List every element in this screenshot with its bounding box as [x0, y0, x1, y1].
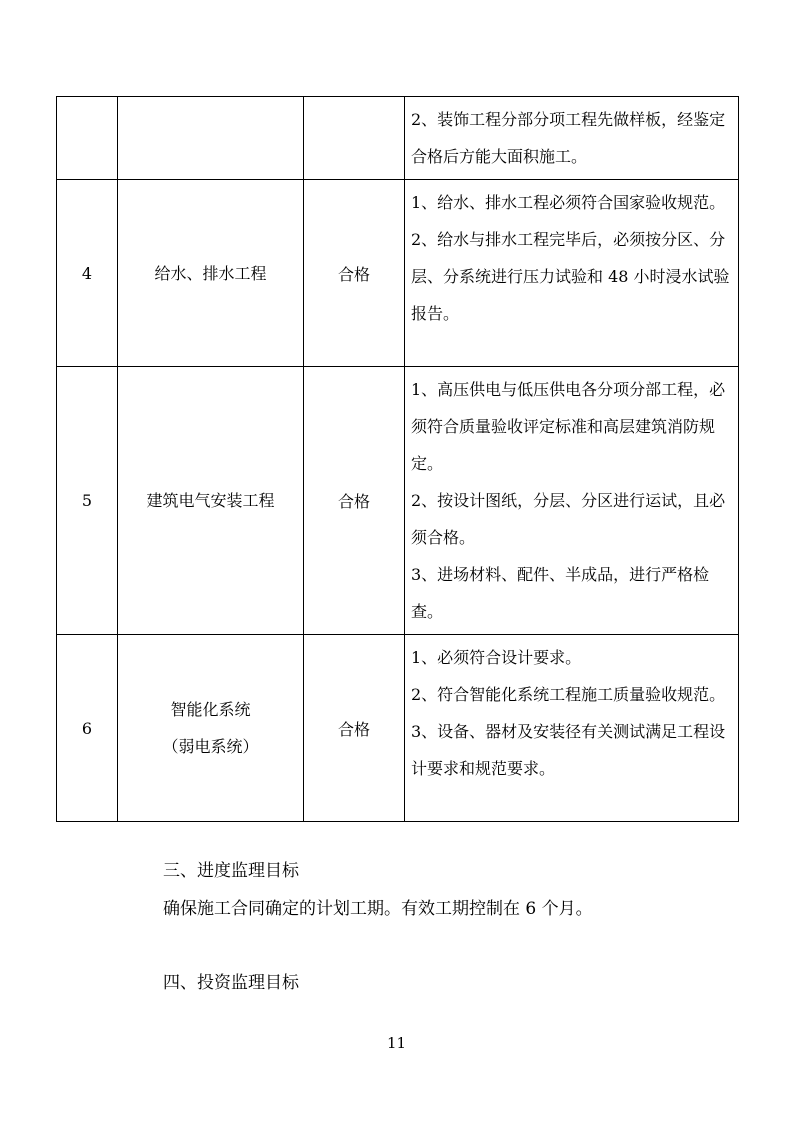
- project-name-line: 建筑电气安装工程: [146, 491, 275, 510]
- requirement-item: 2、按设计图纸，分层、分区进行运试，且必须合格。: [411, 491, 726, 547]
- requirement-item: 1、高压供电与低压供电各分项分部工程，必须符合质量验收评定标准和高层建筑消防规定。: [411, 380, 726, 473]
- project-name: [118, 180, 304, 367]
- project-name-line: （弱电系统）: [162, 737, 259, 756]
- quality-result: 合格: [304, 180, 405, 367]
- table-row: [57, 180, 739, 367]
- table-row: [57, 635, 739, 822]
- requirements-cell: [405, 367, 739, 635]
- section-heading-investment: 四、投资监理目标: [163, 973, 299, 993]
- row-number: [57, 97, 118, 180]
- requirements-cell: [405, 180, 739, 367]
- row-number: 5: [57, 367, 118, 635]
- table-row: [57, 367, 739, 635]
- project-name-line: 智能化系统: [170, 700, 251, 719]
- project-name: [118, 635, 304, 822]
- row-number: 6: [57, 635, 118, 822]
- requirement-item: 1、必须符合设计要求。: [411, 648, 582, 667]
- requirements-cell: [405, 97, 739, 180]
- requirement-item: 3、设备、器材及安装径有关测试满足工程设计要求和规范要求。: [411, 722, 726, 778]
- requirement-item: 3、进场材料、配件、半成品，进行严格检查。: [411, 565, 710, 621]
- requirement-item: 1、给水、排水工程必须符合国家验收规范。: [411, 193, 726, 212]
- quality-standards-table: [56, 96, 739, 822]
- table-row: [57, 97, 739, 180]
- requirement-item: 2、符合智能化系统工程施工质量验收规范。: [411, 685, 726, 704]
- section-heading-progress: 三、进度监理目标: [163, 861, 299, 881]
- quality-result: 合格: [304, 635, 405, 822]
- row-number: 4: [57, 180, 118, 367]
- project-name-line: 给水、排水工程: [154, 263, 267, 283]
- section-text-progress: 确保施工合同确定的计划工期。有效工期控制在 6 个月。: [163, 899, 593, 919]
- requirement-item: 2、给水与排水工程完毕后，必须按分区、分层、分系统进行压力试验和 48 小时浸水试验报告。: [411, 230, 730, 323]
- requirements-cell: [405, 635, 739, 822]
- quality-result: [304, 97, 405, 180]
- page-number: 11: [386, 1034, 407, 1052]
- quality-result: 合格: [304, 367, 405, 635]
- requirement-item: 2、装饰工程分部分项工程先做样板，经鉴定合格后方能大面积施工。: [411, 110, 726, 166]
- project-name: [118, 367, 304, 635]
- project-name: [118, 97, 304, 180]
